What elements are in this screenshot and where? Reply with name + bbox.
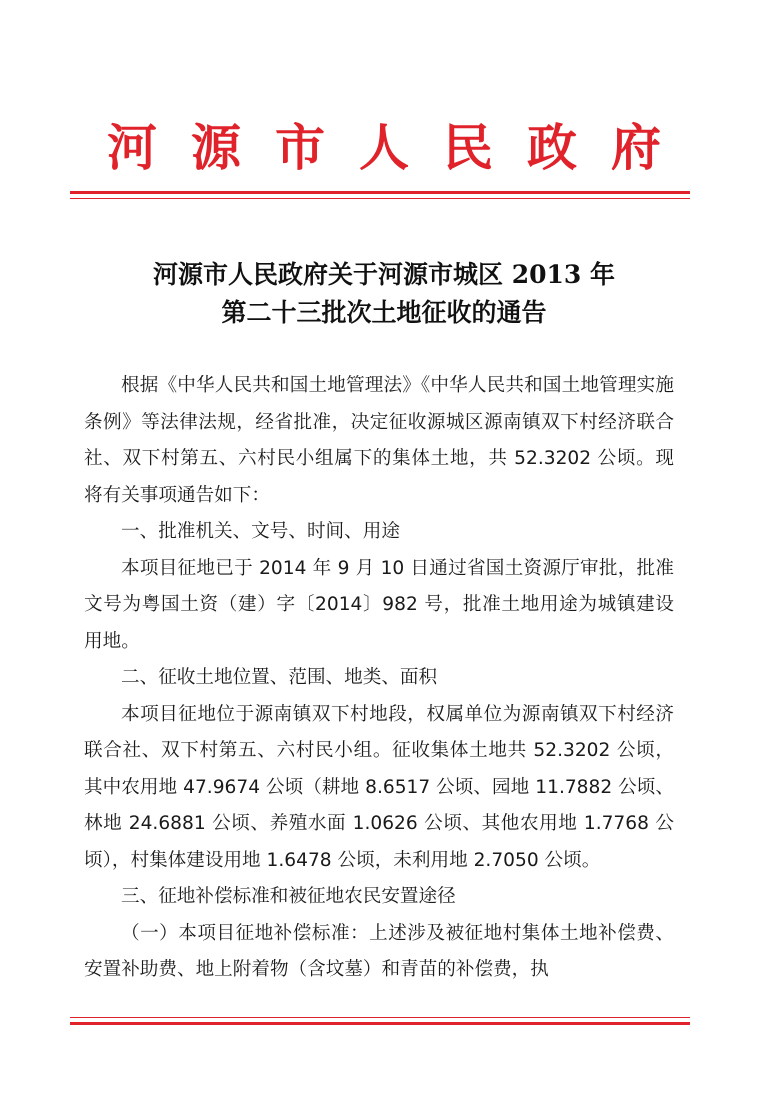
footer-red-rule-thick [70, 1022, 690, 1025]
section-heading-3: 三、征地补偿标准和被征地农民安置途径 [121, 886, 456, 907]
body-paragraph-section-1: 本项目征地已于 2014 年 9 月 10 日通过省国土资源厅审批，批准文号为粤国土资（建）字〔2014〕982 号，批准土地用途为城镇建设用地。 [84, 557, 674, 652]
document-body [84, 368, 674, 989]
document-title [0, 256, 768, 332]
body-paragraph-section-3-1: （一）本项目征地补偿标准：上述涉及被征地村集体土地补偿费、安置补助费、地上附着物（含坟墓）和青苗的补偿费，执 [84, 922, 674, 980]
header-red-rule-thick [70, 191, 690, 194]
header-red-rule-thin [70, 198, 690, 199]
body-paragraph-section-2: 本项目征地位于源南镇双下村地段，权属单位为源南镇双下村经济联合社、双下村第五、六村民小组。征收集体土地共 52.3202 公顷，其中农用地 47.9674 公顷（耕地 8.6517 公顷、园地 11.7882 公顷、林地 24.6881 公顷、养殖水面 1.0626 公顷、其他农用地 1.7768 公顷），村集体建设用地 1.6478 公顷，未利用地 2.7050 公顷。 [84, 703, 674, 871]
document-title-line-1: 河源市人民政府关于河源市城区 2013 年 [153, 260, 615, 289]
footer-red-rule-thin [70, 1017, 690, 1018]
document-title-line-2: 第二十三批次土地征收的通告 [221, 298, 547, 327]
body-paragraph-intro: 根据《中华人民共和国土地管理法》《中华人民共和国土地管理实施条例》等法律法规，经省批准，决定征收源城区源南镇双下村经济联合社、双下村第五、六村民小组属下的集体土地，共 52.3202 公顷。现将有关事项通告如下： [84, 375, 674, 506]
section-heading-2: 二、征收土地位置、范围、地类、面积 [121, 667, 438, 688]
issuing-authority-header: 河源市人民政府 [107, 118, 695, 177]
section-heading-1: 一、批准机关、文号、时间、用途 [121, 521, 400, 542]
